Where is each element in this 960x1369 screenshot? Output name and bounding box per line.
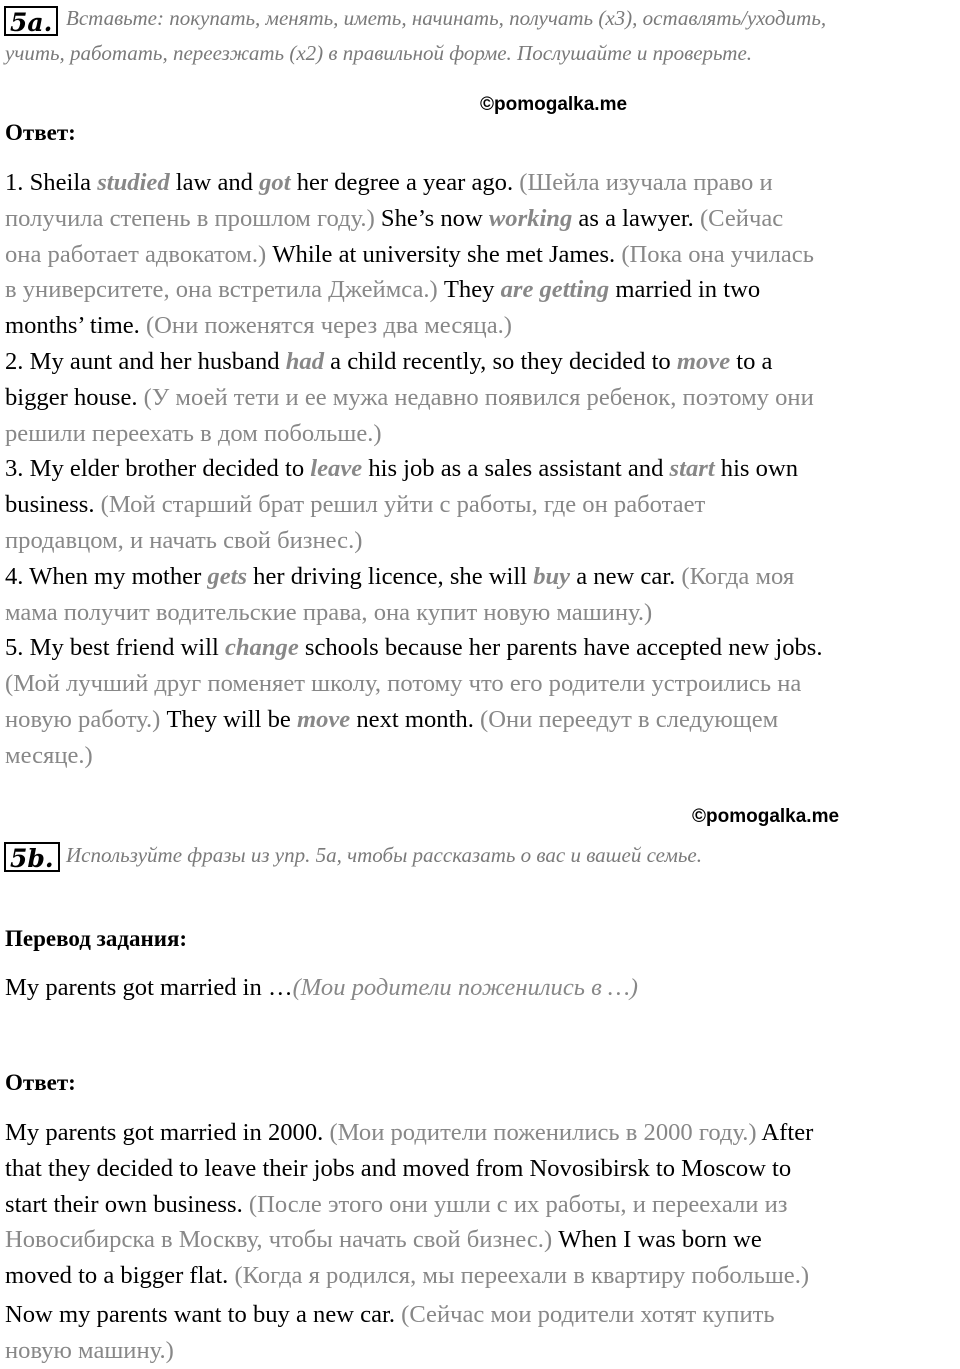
text-line: My parents got married in 2000. (Мои родители поженились в 2000 году.) After — [5, 1119, 814, 1146]
text-line: новую работу.) They will be move next month. (Они переедут в следующем — [5, 705, 779, 733]
text-line: 3. My elder brother decided to leave his job as a sales assistant and start his own — [5, 455, 799, 483]
answer-5a — [5, 165, 960, 774]
text-line: мама получит водительские права, она купит новую машину.) — [5, 598, 653, 626]
task-instruction-5b: Используйте фразы из упр. 5a, чтобы рассказать о вас и вашей семье. — [66, 843, 702, 867]
text-line: Новосибирска в Москву, чтобы начать свой бизнес.) When I was born we — [5, 1226, 762, 1254]
translation-heading: Перевод задания: — [5, 926, 188, 951]
text-line: bigger house. (У моей тети и ее мужа недавно появился ребенок, поэтому они — [5, 383, 814, 411]
text-line: 2. My aunt and her husband had a child recently, so they decided to move to a — [5, 347, 773, 375]
watermark: ©pomogalka.me — [692, 806, 840, 827]
answer-5b — [5, 1115, 960, 1369]
text-line: business. (Мой старший брат решил уйти с работы, где он работает — [5, 491, 706, 519]
text-line: она работает адвокатом.) While at university she met James. (Пока она училась — [5, 240, 814, 268]
task-instruction-5a-line1: Вставьте: покупать, менять, иметь, начинать, получать (x3), оставлять/уходить, — [66, 6, 827, 30]
text-line: месяце.) — [5, 741, 93, 769]
answer-heading: Ответ: — [5, 1070, 76, 1095]
text-line: months’ time. (Они поженятся через два месяца.) — [5, 312, 512, 340]
text-line: новую машину.) — [5, 1336, 174, 1364]
text-line: 4. When my mother gets her driving licence, she will buy a new car. (Когда моя — [5, 562, 795, 590]
text-line: moved to a bigger flat. (Когда я родился, мы переехали в квартиру побольше.) — [5, 1262, 810, 1290]
text-line: My parents got married in …(Мои родители поженились в …) — [5, 974, 638, 1001]
text-line: получила степень в прошлом году.) She’s now working as a lawyer. (Сейчас — [5, 204, 784, 232]
answer-heading: Ответ: — [5, 120, 76, 145]
text-line: that they decided to leave their jobs and moved from Novosibirsk to Moscow to — [5, 1154, 792, 1182]
task-label-5b: 5b. — [4, 842, 60, 872]
task-instruction-5a-line2: учить, работать, переезжать (x2) в правильной форме. Послушайте и проверьте. — [5, 41, 753, 65]
watermark: ©pomogalka.me — [480, 94, 628, 115]
text-line: в университете, она встретила Джеймса.) They are getting married in two — [5, 276, 761, 304]
translation-text — [5, 970, 960, 1006]
text-line: решили переехать в дом побольше.) — [5, 419, 382, 447]
text-line: (Мой лучший друг поменяет школу, потому что его родители устроились на — [5, 670, 802, 698]
text-line: продавцом, и начать свой бизнес.) — [5, 526, 363, 554]
text-line: start their own business. (После этого они ушли с их работы, и переехали из — [5, 1190, 788, 1218]
text-line: 5. My best friend will change schools because her parents have accepted new jobs. — [5, 634, 823, 662]
text-line: 1. Sheila studied law and got her degree a year ago. (Шейла изучала право и — [5, 169, 773, 196]
text-line: Now my parents want to buy a new car. (Сейчас мои родители хотят купить — [5, 1300, 775, 1328]
task-label-5a: 5a. — [4, 6, 58, 36]
